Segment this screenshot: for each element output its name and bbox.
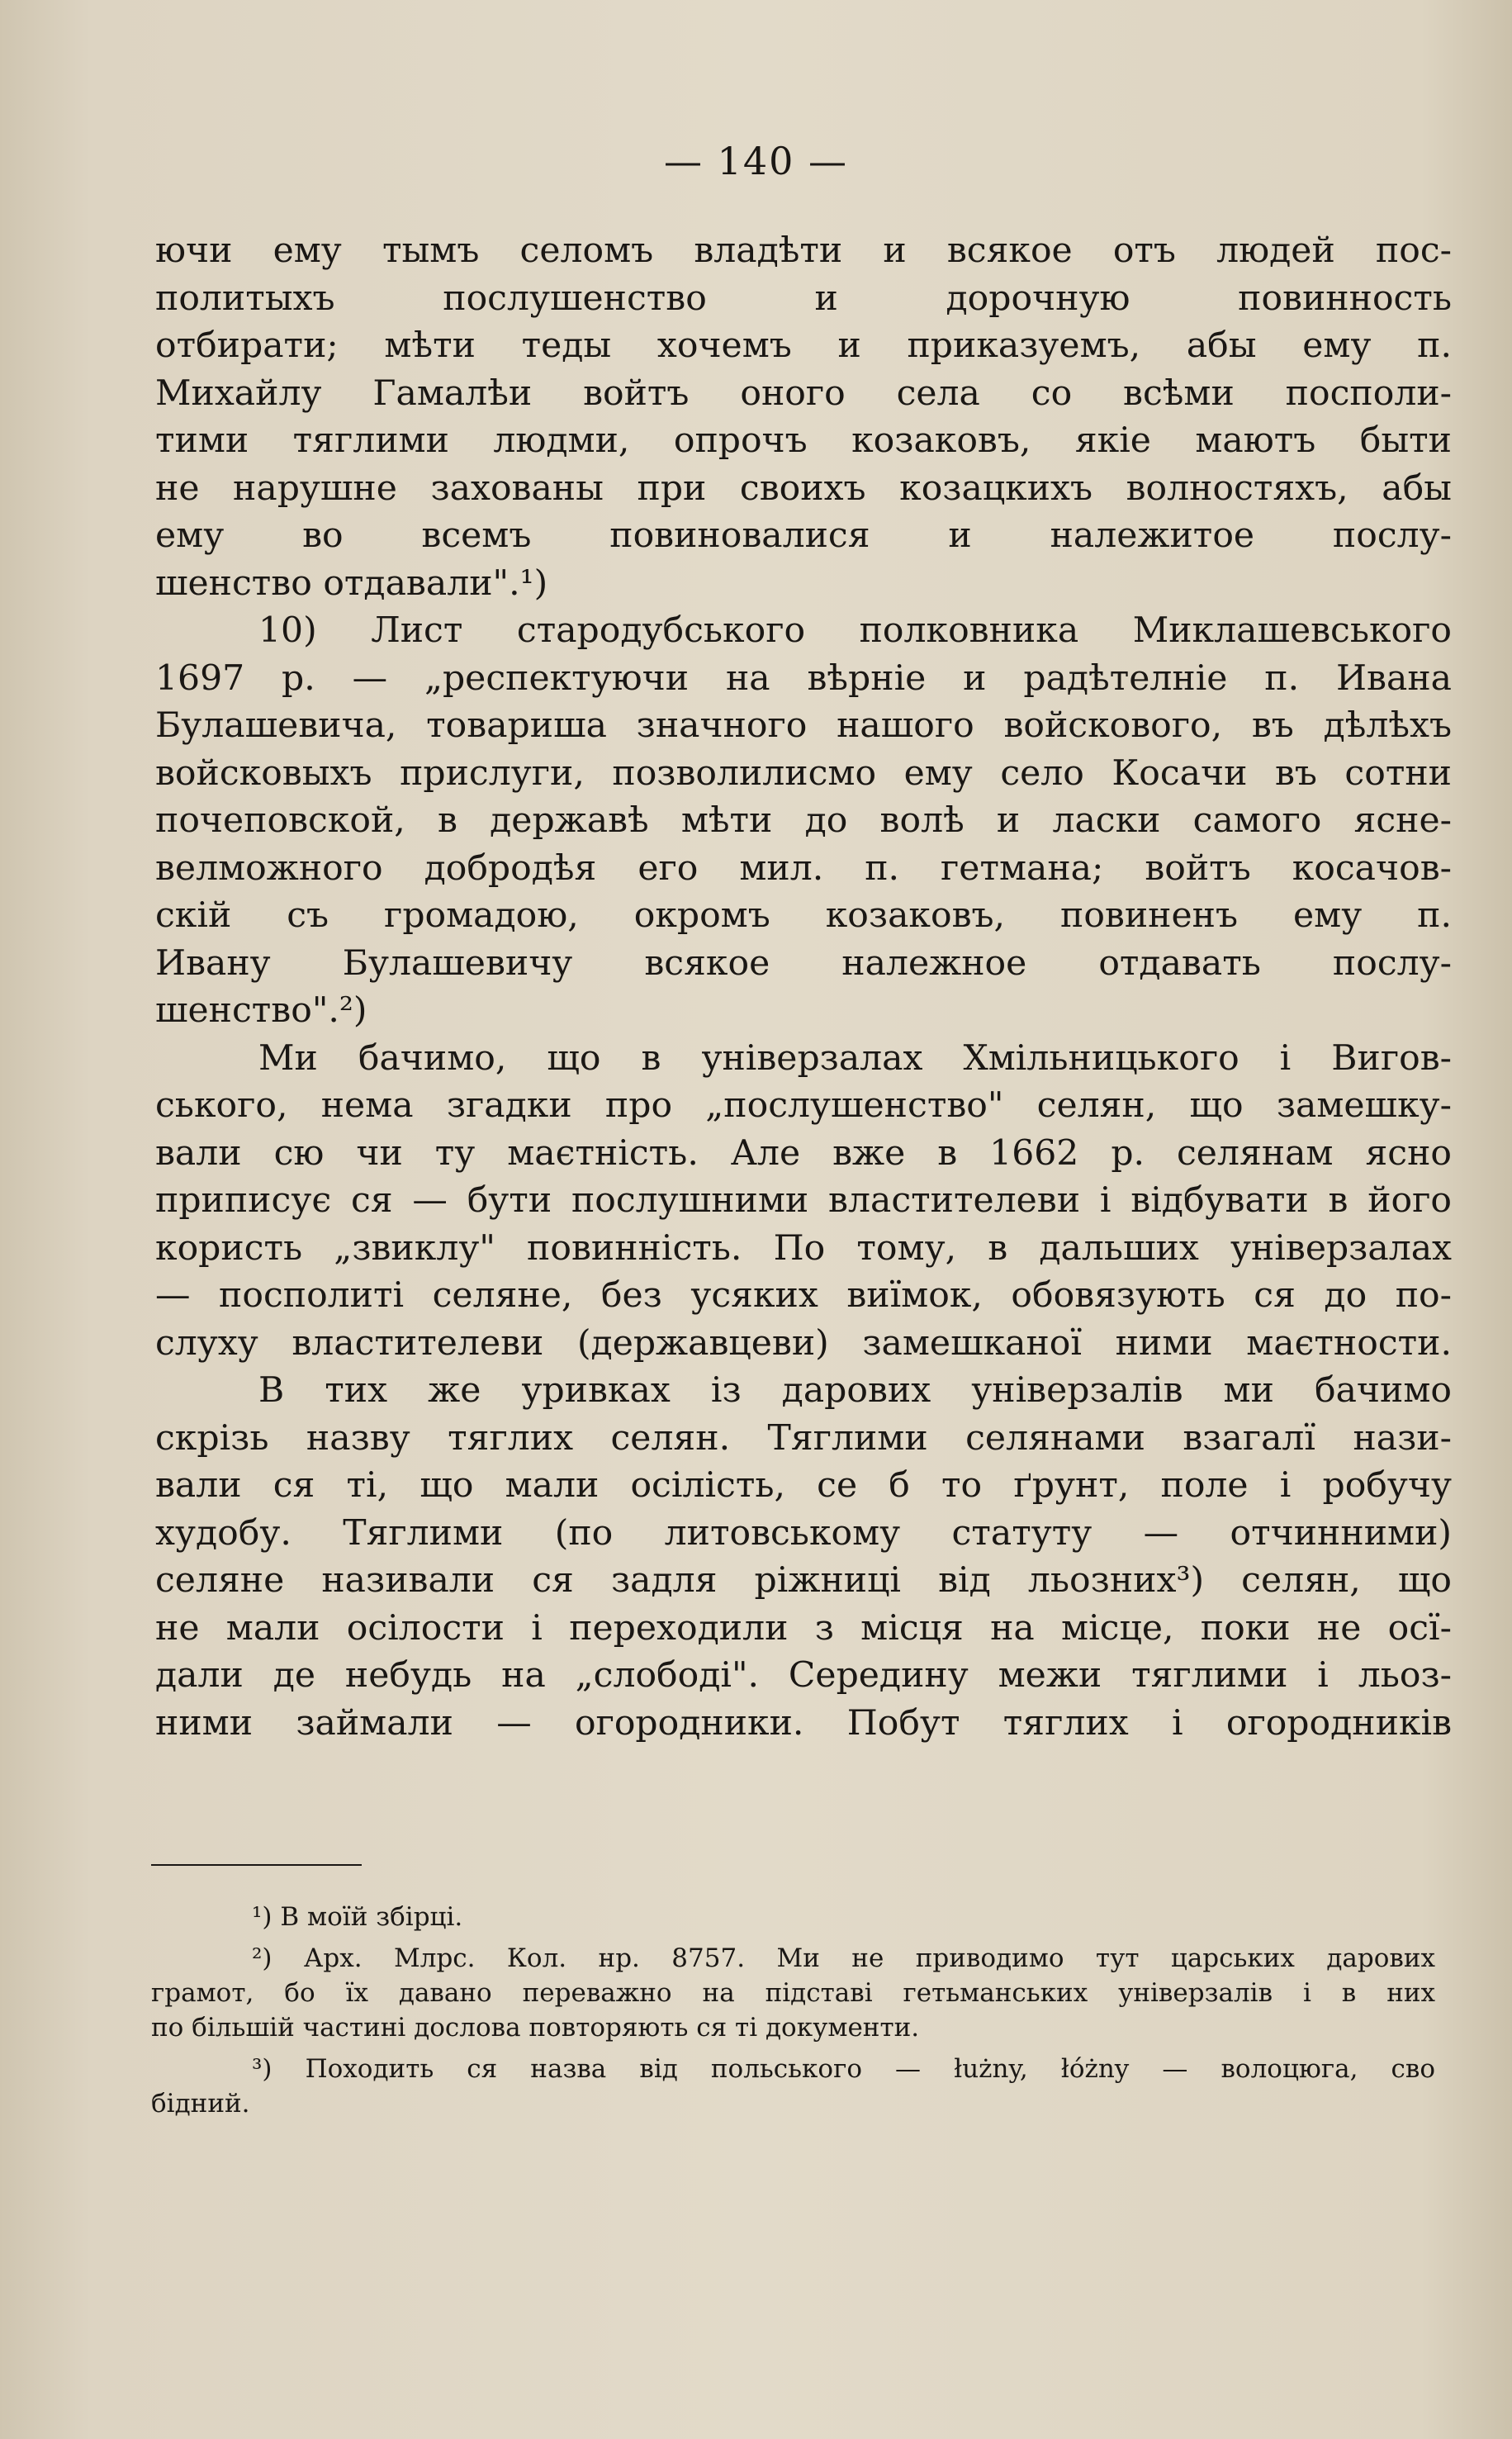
text-line: Ивану Булашевичу всякое належное отдавать послу- <box>155 942 1452 984</box>
text-line: приписує ся — бути послушними властителеви і відбувати в його <box>155 1180 1452 1221</box>
text-line: велможного добродѣя его мил. п. гетмана; войтъ косачов- <box>155 847 1452 889</box>
text-line: селяне називали ся задля ріжниці від льозних³) селян, що <box>155 1560 1452 1601</box>
body-text <box>155 227 1452 1747</box>
text-line: ського, нема згадки про „послушенство" селян, що замешку- <box>155 1085 1452 1126</box>
text-line: отбирати; мѣти теды хочемъ и приказуемъ, абы ему п. <box>155 325 1452 366</box>
text-line: 1697 р. — „респектуючи на вѣрніе и радѣтелніе п. Ивана <box>155 657 1452 699</box>
text-line: ючи ему тымъ селомъ владѣти и всякое отъ людей пос- <box>155 230 1452 271</box>
text-line: вали сю чи ту маєтність. Але вже в 1662 р. селянам ясно <box>155 1132 1452 1174</box>
footnote-line: ²) Арх. Млрс. Кол. нр. 8757. Ми не приводимо тут царських дарових <box>252 1943 1435 1973</box>
footnote-line: по більшій частині дослова повторяють ся ті документи. <box>151 2013 920 2043</box>
text-line: ему во всемъ повиновалися и належитое послу- <box>155 515 1452 556</box>
text-line: слуху властителеви (державцеви) замешканої ними маєтности. <box>155 1322 1452 1364</box>
text-line: ними займали — огородники. Побут тяглих і огородників <box>155 1702 1452 1744</box>
text-line: войсковыхъ прислуги, позволилисмо ему село Косачи въ сотни <box>155 752 1452 794</box>
text-line: почеповской, в державѣ мѣти до волѣ и ласки самого ясне- <box>155 800 1452 841</box>
text-line: В тих же уривках із дарових універзалів ми бачимо <box>258 1370 1452 1411</box>
footnote-line: ³) Походить ся назва від польського — łużny, łóżny — волоцюга, сво <box>252 2054 1435 2084</box>
text-line: 10) Лист стародубського полковника Миклашевського <box>258 610 1452 651</box>
text-line: — посполиті селяне, без усяких виїмок, обовязують ся до по- <box>155 1275 1452 1316</box>
footnotes <box>151 1900 1435 2121</box>
text-line: вали ся ті, що мали осілість, се б то ґрунт, поле і робучу <box>155 1465 1452 1506</box>
text-line: скій съ громадою, окромъ козаковъ, повиненъ ему п. <box>155 895 1452 936</box>
footnote-divider <box>151 1864 362 1866</box>
text-line: шенство".²) <box>155 990 367 1031</box>
text-line: не мали осілости і переходили з місця на місце, поки не осї- <box>155 1607 1452 1649</box>
footnote-line: грамот, бо їх давано переважно на підставі гетьманських універзалів і в них <box>151 1978 1435 2008</box>
page-number: — 140 — <box>663 139 849 183</box>
footnote-line: ¹) В моїй збірці. <box>252 1902 463 1932</box>
text-line: скрізь назву тяглих селян. Тяглими селянами взагалї нази- <box>155 1417 1452 1459</box>
text-line: Булашевича, товариша значного нашого войскового, въ дѣлѣхъ <box>155 705 1452 746</box>
text-line: користь „звиклу" повинність. По тому, в дальших універзалах <box>155 1227 1452 1269</box>
text-line: дали де небудь на „слободі". Середину межи тяглими і льоз- <box>155 1655 1452 1696</box>
text-line: политыхъ послушенство и дорочную повинность <box>155 278 1452 319</box>
text-line: тими тяглими людми, опрочъ козаковъ, якіе маютъ быти <box>155 420 1452 461</box>
text-line: шенство отдавали".¹) <box>155 562 548 604</box>
text-line: худобу. Тяглими (по литовському статуту — отчинними) <box>155 1512 1452 1554</box>
text-line: Михайлу Гамалѣи войтъ оного села со всѣми посполи- <box>155 372 1452 414</box>
text-line: Ми бачимо, що в універзалах Хмільницького і Вигов- <box>258 1037 1452 1079</box>
footnote-line: бідний. <box>151 2089 250 2119</box>
text-line: не нарушне захованы при своихъ козацкихъ волностяхъ, абы <box>155 467 1452 509</box>
